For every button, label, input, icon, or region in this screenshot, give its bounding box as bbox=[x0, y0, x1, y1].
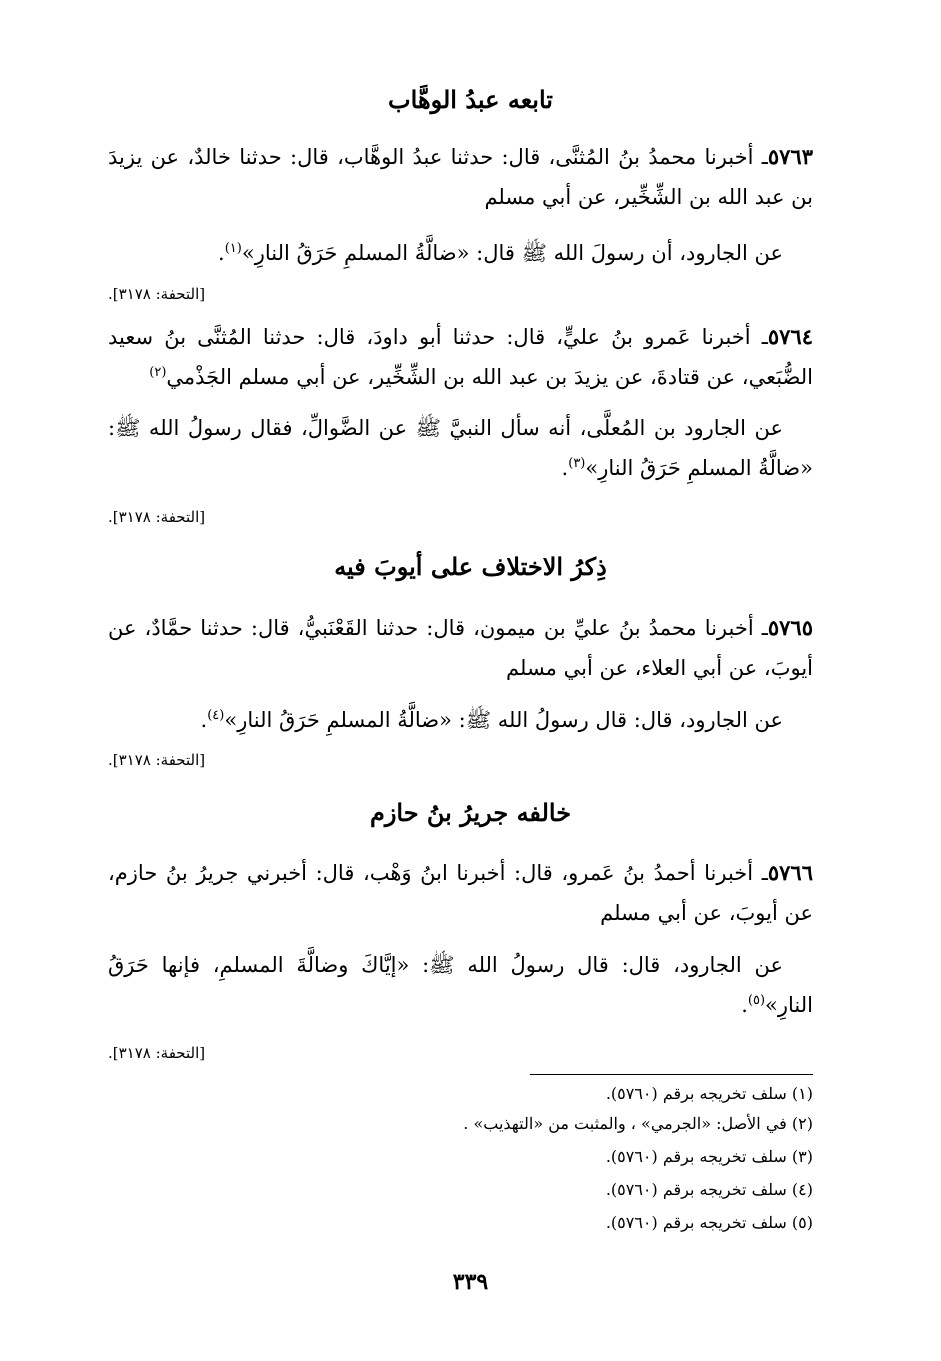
footnote-ref[interactable]: (٥) bbox=[747, 993, 766, 1008]
matn-end: . bbox=[218, 241, 225, 265]
section-heading: خالفه جريرُ بنُ حازم bbox=[369, 798, 572, 827]
hadith-isnad bbox=[108, 608, 813, 688]
matn-end: . bbox=[741, 993, 748, 1017]
tuhfa-reference: [التحفة: ٣١٧٨]. bbox=[108, 508, 206, 526]
tuhfa-reference: [التحفة: ٣١٧٨]. bbox=[108, 1044, 206, 1062]
isnad-text: ـ أخبرنا عَمرو بنُ عليٍّ، قال: حدثنا أبو داودَ، قال: حدثنا المُثنَّى بنُ سعيد الضُّبَعي، عن قتادةَ، عن يزيدَ بن عبد الله بن الشِّخِّير، عن أبي مسلم الجَذْمي bbox=[108, 325, 813, 389]
isnad-text: ـ أخبرنا محمدُ بنُ عليِّ بن ميمون، قال: حدثنا القَعْنَبيُّ، قال: حدثنا حمَّادٌ، عن أيوبَ، عن أبي العلاء، عن أبي مسلم bbox=[108, 616, 813, 680]
hadith-number: ٥٧٦٤ bbox=[767, 324, 813, 349]
hadith-matn bbox=[108, 700, 813, 740]
footnote-item: (٢) في الأصل: «الجرمي» ، والمثبت من «التهذيب» . bbox=[463, 1114, 813, 1133]
hadith-isnad bbox=[108, 137, 813, 217]
matn-end: . bbox=[200, 708, 208, 732]
footnote-ref[interactable]: (٤) bbox=[207, 708, 225, 723]
footnote-item: (٤) سلف تخريجه برقم (٥٧٦٠). bbox=[605, 1180, 813, 1199]
footnote-ref[interactable]: (٢) bbox=[149, 365, 167, 380]
matn-end: . bbox=[561, 456, 569, 480]
section-heading: ذِكرُ الاختلاف على أيوبَ فيه bbox=[334, 552, 607, 581]
footnote-item: (١) سلف تخريجه برقم (٥٧٦٠). bbox=[605, 1084, 813, 1103]
hadith-matn bbox=[108, 945, 813, 1025]
footnote-ref[interactable]: (١) bbox=[224, 241, 242, 256]
tuhfa-reference: [التحفة: ٣١٧٨]. bbox=[108, 285, 206, 303]
matn-text: عن الجارود، قال: قال رسولُ الله ﷺ: «إيَّاكَ وضالَّةَ المسلمِ، فإنها حَرَقُ النارِ» bbox=[108, 953, 813, 1017]
hadith-matn bbox=[108, 408, 813, 488]
footnote-separator bbox=[530, 1074, 813, 1075]
matn-text: عن الجارود، قال: قال رسولُ الله ﷺ: «ضالَّةُ المسلمِ حَرَقُ النارِ» bbox=[224, 708, 783, 732]
hadith-number: ٥٧٦٦ bbox=[767, 860, 813, 885]
hadith-number: ٥٧٦٣ bbox=[767, 144, 813, 169]
matn-text: عن الجارود، أن رسولَ الله ﷺ قال: «ضالَّةُ المسلمِ حَرَقُ النارِ» bbox=[241, 241, 783, 265]
hadith-isnad bbox=[108, 853, 813, 933]
section-heading: تابعه عبدُ الوهَّاب bbox=[388, 85, 553, 114]
hadith-matn bbox=[108, 233, 813, 273]
page-number: ٣٣٩ bbox=[452, 1269, 489, 1295]
isnad-text: ـ أخبرنا محمدُ بنُ المُثنَّى، قال: حدثنا عبدُ الوهَّاب، قال: حدثنا خالدٌ، عن يزيدَ بن عبد الله بن الشِّخِّير، عن أبي مسلم bbox=[108, 145, 813, 209]
tuhfa-reference: [التحفة: ٣١٧٨]. bbox=[108, 751, 206, 769]
hadith-number: ٥٧٦٥ bbox=[767, 615, 813, 640]
matn-text: عن الجارود بن المُعلَّى، أنه سأل النبيَّ ﷺ عن الضَّوالِّ، فقال رسولُ الله ﷺ: «ضالَّةُ المسلمِ حَرَقُ النارِ» bbox=[108, 416, 813, 480]
isnad-text: ـ أخبرنا أحمدُ بنُ عَمرو، قال: أخبرنا ابنُ وَهْب، قال: أخبرني جريرُ بنُ حازم، عن أيوبَ، عن أبي مسلم bbox=[108, 861, 813, 925]
footnote-ref[interactable]: (٣) bbox=[568, 456, 586, 471]
hadith-isnad bbox=[108, 317, 813, 397]
footnote-item: (٣) سلف تخريجه برقم (٥٧٦٠). bbox=[605, 1147, 813, 1166]
footnote-item: (٥) سلف تخريجه برقم (٥٧٦٠). bbox=[605, 1213, 813, 1232]
